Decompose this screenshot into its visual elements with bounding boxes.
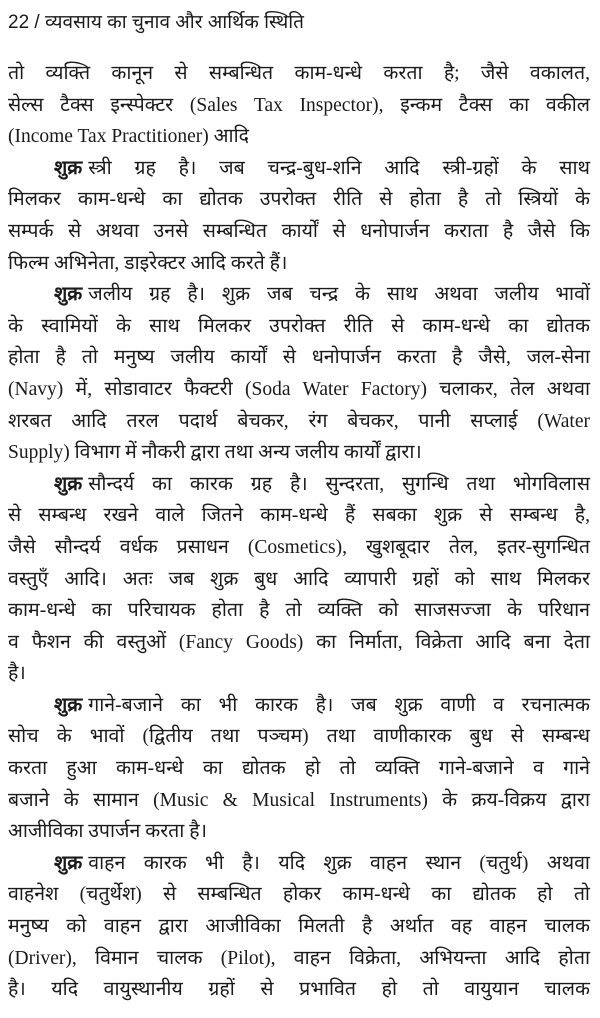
text-line — [8, 943, 590, 975]
text-line — [8, 911, 590, 943]
text-line — [8, 500, 590, 532]
text-line — [8, 753, 590, 785]
text-line — [8, 816, 590, 848]
line-text: (Navy) में, सोडावाटर फैक्टरी (Soda Water Factory) चलाकर, तेल अथवा — [8, 378, 590, 400]
line-text: शरबत आदि तरल पदार्थ बेचकर, रंग बेचकर, पानी सप्लाई (Water — [8, 410, 590, 432]
line-text: काम-धन्धे का परिचायक होता है तो व्यक्ति को साजसज्जा के परिधान — [8, 600, 590, 622]
text-line — [8, 406, 590, 438]
text-line — [8, 658, 590, 690]
text-line — [8, 974, 590, 1006]
line-text: से सम्बन्ध रखने वाले जितने काम-धन्धे हैं सबका शुक्र से सम्बन्ध है, — [8, 505, 590, 527]
line-text: तो व्यक्ति कानून से सम्बन्धित काम-धन्धे करता है; जैसे वकालत, — [8, 63, 590, 84]
line-text: फिल्म अभिनेता, डाइरेक्टर आदि करते हैं। — [8, 252, 288, 274]
text-line — [8, 58, 590, 90]
line-text: सम्पर्क से अथवा उनसे सम्बन्धित कार्यों से धनोपार्जन कराता है जैसे कि — [8, 220, 590, 242]
paragraph-first-line — [8, 153, 590, 185]
line-text: बजाने के सामान (Music & Musical Instruments) के क्रय-विक्रय द्वारा — [8, 789, 590, 811]
text-line — [8, 879, 590, 911]
bold-keyword: शुक्र — [54, 852, 83, 874]
header-separator: / — [34, 12, 40, 33]
line-text: करता हुआ काम-धन्धे का द्योतक हो तो व्यक्ति गाने-बजाने व गाने — [8, 758, 590, 780]
text-line — [8, 627, 590, 659]
line-text: जैसे सौन्दर्य वर्धक प्रसाधन (Cosmetics), खुशबूदार तेल, इतर-सुगन्धित — [8, 536, 590, 558]
bold-keyword: शुक्र — [54, 473, 83, 495]
text-line — [8, 532, 590, 564]
book-title: व्यवसाय का चुनाव और आर्थिक स्थिति — [44, 12, 304, 33]
running-header — [8, 8, 304, 34]
text-line — [8, 374, 590, 406]
line-text: वाहनेश (चतुर्थेश) से सम्बन्धित होकर काम-धन्धे का द्योतक हो तो — [8, 884, 590, 906]
line-text: वस्तुएँ आदि। अतः जब शुक्र बुध आदि व्यापारी ग्रहों को साथ मिलकर — [8, 568, 590, 590]
line-text: गाने-बजाने का भी कारक है। जब शुक्र वाणी व रचनात्मक — [88, 694, 590, 716]
line-text: Supply) विभाग में नौकरी द्वारा तथा अन्य जलीय कार्यों द्वारा। — [8, 442, 422, 464]
line-text: आजीविका उपार्जन करता है। — [8, 821, 207, 843]
line-text: सोच के भावों (द्वितीय तथा पञ्चम) तथा वाणीकारक बुध से सम्बन्ध — [8, 726, 590, 748]
text-line — [8, 595, 590, 627]
text-line — [8, 311, 590, 343]
line-text: (Income Tax Practitioner) आदि — [8, 126, 249, 148]
line-text: स्त्री ग्रह है। जब चन्द्र-बुध-शनि आदि स्त्री-ग्रहों के साथ — [88, 157, 590, 179]
line-text: है। यदि वायुस्थानीय ग्रहों से प्रभावित हो तो वायुयान चालक — [8, 979, 590, 1001]
paragraph-first-line — [8, 848, 590, 880]
line-text: सौन्दर्य का कारक ग्रह है। सुन्दरता, सुगन्धि तथा भोगविलास — [88, 473, 590, 495]
text-line — [8, 184, 590, 216]
text-line — [8, 721, 590, 753]
text-line — [8, 121, 590, 153]
line-text: मिलकर काम-धन्धे का द्योतक उपरोक्त रीति से होता है तो स्त्रियों के — [8, 189, 590, 211]
bold-keyword: शुक्र — [54, 284, 83, 306]
text-line — [8, 216, 590, 248]
page-number: 22 — [8, 12, 30, 33]
paragraph-first-line — [8, 690, 590, 722]
text-line — [8, 785, 590, 817]
line-text: मनुष्य को वाहन द्वारा आजीविका मिलती है अर्थात वह वाहन चालक — [8, 916, 590, 938]
bold-keyword: शुक्र — [54, 694, 83, 716]
line-text: के स्वामियों के साथ मिलकर उपरोक्त रीति से काम-धन्धे का द्योतक — [8, 315, 590, 337]
line-text: वाहन कारक भी है। यदि शुक्र वाहन स्थान (चतुर्थ) अथवा — [88, 852, 590, 874]
bold-keyword: शुक्र — [54, 157, 83, 179]
line-text: (Driver), विमान चालक (Pilot), वाहन विक्रेता, अभियन्ता आदि होता — [8, 947, 590, 969]
paragraph-first-line — [8, 469, 590, 501]
line-text: व फैशन की वस्तुओं (Fancy Goods) का निर्माता, विक्रेता आदि बना देता — [8, 631, 590, 653]
text-line — [8, 437, 590, 469]
line-text: है। — [8, 663, 26, 685]
page-body-text — [8, 58, 590, 1006]
paragraph-first-line — [8, 279, 590, 311]
text-line — [8, 90, 590, 122]
line-text: जलीय ग्रह है। शुक्र जब चन्द्र के साथ अथवा जलीय भावों — [88, 284, 590, 306]
line-text: होता है तो मनुष्य जलीय कार्यों से धनोपार्जन करता है जैसे, जल-सेना — [8, 347, 590, 369]
line-text: सेल्स टैक्स इन्स्पेक्टर (Sales Tax Inspector), इन्कम टैक्स का वकील — [8, 94, 590, 116]
text-line — [8, 564, 590, 596]
text-line — [8, 248, 590, 280]
text-line — [8, 342, 590, 374]
